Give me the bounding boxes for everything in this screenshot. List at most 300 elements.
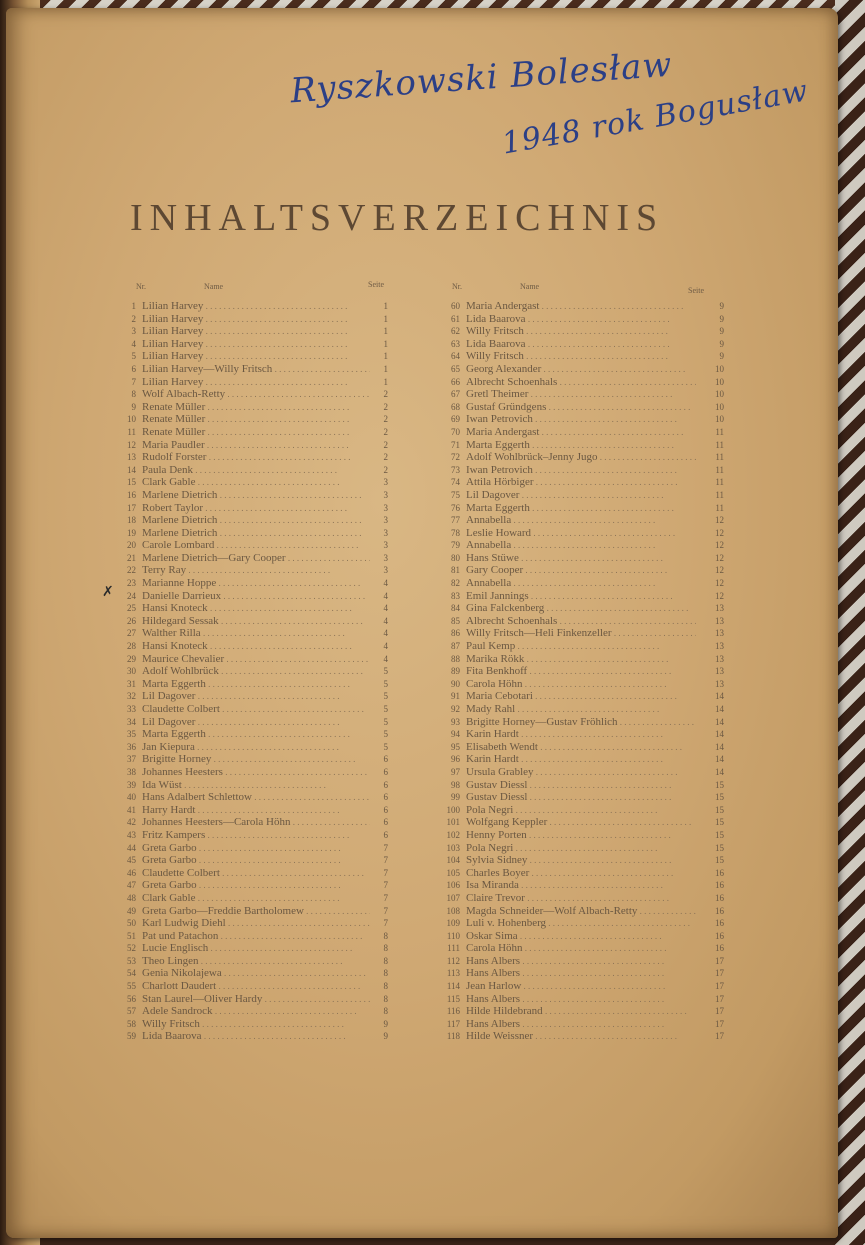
entry-number: 25 xyxy=(127,603,136,614)
entry-page: 9 xyxy=(383,1018,388,1029)
entry-number: 82 xyxy=(451,578,460,589)
index-entry xyxy=(120,552,388,565)
entry-page: 4 xyxy=(383,628,388,639)
entry-name: Claire Trevor . . . xyxy=(466,892,696,905)
entry-page: 2 xyxy=(383,452,388,463)
entry-number: 84 xyxy=(451,603,460,614)
index-entry xyxy=(444,640,724,653)
index-entry xyxy=(120,627,388,640)
entry-number: 94 xyxy=(451,729,460,740)
entry-number: 88 xyxy=(451,653,460,664)
entry-page: 10 xyxy=(715,401,724,412)
entry-page: 5 xyxy=(383,666,388,677)
entry-number: 22 xyxy=(127,565,136,576)
index-entry xyxy=(444,967,724,980)
index-entry xyxy=(120,451,388,464)
index-entry xyxy=(120,439,388,452)
entry-name: Robert Taylor . . . xyxy=(142,502,370,515)
entry-number: 54 xyxy=(127,968,136,979)
entry-number: 102 xyxy=(446,829,460,840)
entry-number: 19 xyxy=(127,527,136,538)
index-entry xyxy=(120,867,388,880)
entry-page: 15 xyxy=(715,855,724,866)
entry-page: 9 xyxy=(383,1031,388,1042)
entry-name: Adolf Wohlbrück–Jenny Jugo . . . xyxy=(466,451,696,464)
entry-page: 2 xyxy=(383,401,388,412)
entry-number: 81 xyxy=(451,565,460,576)
index-entry xyxy=(120,678,388,691)
entry-page: 14 xyxy=(715,729,724,740)
entry-name: Jan Kiepura . . . xyxy=(142,741,370,754)
entry-number: 32 xyxy=(127,691,136,702)
entry-page: 11 xyxy=(715,477,724,488)
entry-number: 1 xyxy=(131,301,136,311)
index-entry xyxy=(444,400,724,414)
index-entry xyxy=(444,652,724,666)
index-entry xyxy=(444,816,724,829)
entry-name: Charlott Daudert . . . xyxy=(142,980,370,993)
index-entry xyxy=(120,426,388,439)
index-entry xyxy=(120,602,388,615)
entry-page: 9 xyxy=(719,326,724,337)
entry-page: 4 xyxy=(383,578,388,589)
entry-page: 4 xyxy=(383,590,388,601)
index-entry xyxy=(444,451,724,464)
entry-number: 8 xyxy=(131,389,136,400)
entry-name: Marianne Hoppe . . . xyxy=(142,577,370,590)
entry-name: Lida Baarova . . . xyxy=(142,1030,370,1043)
entry-number: 23 xyxy=(127,578,136,589)
entry-name: Danielle Darrieux . . . xyxy=(142,590,370,603)
index-entry xyxy=(444,980,724,993)
entry-number: 2 xyxy=(131,313,136,324)
page-title: INHALTSVERZEICHNIS xyxy=(130,197,665,239)
entry-page: 12 xyxy=(715,527,724,538)
entry-page: 13 xyxy=(715,678,724,689)
entry-name: Lilian Harvey . . . xyxy=(142,376,370,389)
entry-number: 64 xyxy=(451,351,460,362)
entry-name: Elisabeth Wendt . . . xyxy=(466,741,696,754)
index-entry xyxy=(120,892,388,905)
index-entry xyxy=(444,866,724,880)
entry-name: Hildegard Sessak . . . xyxy=(142,615,370,628)
index-entry xyxy=(120,753,388,766)
index-entry xyxy=(120,1018,388,1031)
entry-name: Claudette Colbert . . . xyxy=(142,703,370,716)
entry-page: 15 xyxy=(715,779,724,790)
entry-name: Claudette Colbert . . . xyxy=(142,867,370,880)
entry-page: 6 xyxy=(383,754,388,765)
index-entry xyxy=(444,514,724,527)
index-entry xyxy=(444,589,724,603)
index-entry xyxy=(120,476,388,489)
index-entry xyxy=(120,590,388,603)
index-entry xyxy=(444,904,724,918)
index-entry xyxy=(444,438,724,452)
entry-name: Brigitte Horney—Gustav Fröhlich . . . xyxy=(466,716,696,729)
entry-number: 52 xyxy=(127,943,136,954)
entry-page: 1 xyxy=(383,351,388,362)
index-entry xyxy=(444,690,724,703)
entry-number: 115 xyxy=(446,993,460,1004)
entry-page: 17 xyxy=(715,981,724,992)
index-entry xyxy=(120,653,388,666)
entry-name: Gustaf Gründgens . . . xyxy=(466,401,696,414)
index-entry xyxy=(444,463,724,477)
entry-number: 69 xyxy=(451,414,460,425)
entry-number: 20 xyxy=(127,540,136,551)
entry-number: 40 xyxy=(127,792,136,803)
entry-page: 17 xyxy=(715,993,724,1004)
entry-number: 107 xyxy=(446,892,460,903)
entry-page: 12 xyxy=(715,578,724,589)
entry-name: Jean Harlow . . . xyxy=(466,980,696,993)
entry-name: Maria Andergast . . . xyxy=(466,300,696,313)
index-entry xyxy=(120,879,388,892)
entry-name: Charles Boyer . . . xyxy=(466,867,696,880)
entry-name: Luli v. Hohenberg . . . xyxy=(466,917,696,930)
column-header-nr-right: Nr. xyxy=(452,282,462,291)
entry-number: 61 xyxy=(451,313,460,324)
entry-name: Hilde Hildebrand . . . xyxy=(466,1005,696,1018)
entry-name: Marlene Dietrich—Gary Cooper . . . xyxy=(142,552,370,565)
entry-page: 7 xyxy=(383,905,388,916)
entry-number: 67 xyxy=(451,389,460,400)
entry-number: 68 xyxy=(451,401,460,412)
entry-name: Hansi Knoteck . . . xyxy=(142,602,370,615)
entry-name: Albrecht Schoenhals . . . xyxy=(466,376,696,389)
index-entry xyxy=(444,677,724,691)
entry-page: 7 xyxy=(383,867,388,878)
entry-page: 16 xyxy=(715,918,724,929)
index-entry xyxy=(120,338,388,351)
entry-page: 13 xyxy=(715,666,724,677)
entry-number: 48 xyxy=(127,892,136,903)
entry-page: 4 xyxy=(383,641,388,652)
entry-number: 35 xyxy=(127,729,136,740)
index-entry xyxy=(120,716,388,729)
entry-name: Paul Kemp . . . xyxy=(466,640,696,653)
index-entry xyxy=(120,325,388,338)
index-entry xyxy=(120,376,388,389)
entry-page: 3 xyxy=(383,552,388,563)
entry-number: 13 xyxy=(127,452,136,463)
index-entry xyxy=(444,312,724,326)
entry-number: 86 xyxy=(451,628,460,639)
entry-page: 11 xyxy=(715,452,724,463)
entry-name: Iwan Petrovich . . . xyxy=(466,413,696,426)
entry-number: 72 xyxy=(451,452,460,463)
entry-number: 18 xyxy=(127,515,136,526)
index-entry xyxy=(120,779,388,792)
entry-page: 17 xyxy=(715,968,724,979)
entry-name: Annabella . . . xyxy=(466,514,696,527)
entry-number: 104 xyxy=(446,855,460,866)
entry-page: 4 xyxy=(383,615,388,626)
index-entry xyxy=(444,740,724,754)
index-entry xyxy=(120,955,388,968)
entry-name: Henny Porten . . . xyxy=(466,829,696,842)
entry-number: 57 xyxy=(127,1006,136,1017)
index-entry xyxy=(120,564,388,577)
entry-name: Terry Ray . . . xyxy=(142,564,370,577)
entry-page: 7 xyxy=(383,880,388,891)
entry-page: 5 xyxy=(383,704,388,714)
entry-name: Lilian Harvey . . . xyxy=(142,350,370,363)
entry-number: 11 xyxy=(127,426,136,437)
entry-name: Johannes Heesters . . . xyxy=(142,766,370,779)
entry-name: Marlene Dietrich . . . xyxy=(142,514,370,527)
index-entry xyxy=(120,829,388,842)
index-entry xyxy=(120,300,388,313)
index-entry xyxy=(120,615,388,628)
entry-name: Lilian Harvey . . . xyxy=(142,313,370,326)
entry-number: 34 xyxy=(127,716,136,727)
entry-number: 24 xyxy=(127,590,136,601)
entry-page: 3 xyxy=(383,527,388,538)
entry-number: 49 xyxy=(127,905,136,916)
entry-page: 7 xyxy=(383,855,388,866)
index-entry xyxy=(444,791,724,804)
column-header-name-left: Name xyxy=(204,282,224,291)
entry-page: 9 xyxy=(719,301,724,311)
index-entry xyxy=(444,841,724,855)
entry-name: Johannes Heesters—Carola Höhn . . . xyxy=(142,816,370,829)
entry-number: 100 xyxy=(446,804,460,815)
entry-number: 21 xyxy=(127,552,136,563)
entry-name: Attila Hörbiger . . . xyxy=(466,476,696,489)
entry-name: Fritz Kampers . . . xyxy=(142,829,370,842)
entry-name: Oskar Sima . . . xyxy=(466,930,696,943)
entry-name: Wolfgang Keppler . . . xyxy=(466,816,696,829)
index-entry xyxy=(120,489,388,502)
index-entry xyxy=(120,942,388,955)
entry-name: Renate Müller . . . xyxy=(142,413,370,426)
entry-name: Marlene Dietrich . . . xyxy=(142,489,370,502)
entry-number: 29 xyxy=(127,653,136,664)
entry-name: Willy Fritsch—Heli Finkenzeller . . . xyxy=(466,627,696,640)
entry-number: 53 xyxy=(127,955,136,966)
entry-page: 8 xyxy=(383,955,388,966)
entry-page: 17 xyxy=(715,1031,724,1042)
index-entry xyxy=(120,766,388,779)
entry-number: 70 xyxy=(451,426,460,437)
entry-page: 10 xyxy=(715,414,724,425)
entry-name: Clark Gable . . . xyxy=(142,476,370,489)
entry-number: 103 xyxy=(446,842,460,853)
entry-number: 27 xyxy=(127,628,136,639)
entry-name: Magda Schneider—Wolf Albach-Retty . . . xyxy=(466,905,696,918)
entry-page: 14 xyxy=(715,741,724,752)
entry-name: Rudolf Forster . . . xyxy=(142,451,370,464)
index-entry xyxy=(444,501,724,515)
index-entry xyxy=(444,476,724,489)
entry-number: 80 xyxy=(451,552,460,563)
index-entry xyxy=(444,665,724,678)
entry-name: Greta Garbo—Freddie Bartholomew . . . xyxy=(142,905,370,918)
entry-number: 117 xyxy=(446,1018,460,1029)
entry-name: Lil Dagover . . . xyxy=(142,690,370,703)
entry-page: 2 xyxy=(383,426,388,437)
entry-page: 13 xyxy=(715,603,724,614)
entry-name: Ida Wüst . . . xyxy=(142,779,370,792)
index-entry xyxy=(120,413,388,426)
entry-page: 8 xyxy=(383,1006,388,1017)
index-entry xyxy=(120,464,388,477)
index-entry xyxy=(444,375,724,389)
index-entry xyxy=(444,337,724,351)
entry-name: Carole Lombard . . . xyxy=(142,539,370,552)
entry-name: Brigitte Horney . . . xyxy=(142,753,370,766)
entry-name: Karin Hardt . . . xyxy=(466,753,696,766)
entry-page: 2 xyxy=(383,414,388,425)
entry-page: 14 xyxy=(715,754,724,765)
entry-name: Emil Jannings . . . xyxy=(466,590,696,603)
entry-page: 9 xyxy=(719,338,724,349)
entry-number: 47 xyxy=(127,880,136,891)
index-entry xyxy=(120,905,388,918)
index-entry xyxy=(120,741,388,754)
index-entry xyxy=(120,577,388,590)
entry-number: 118 xyxy=(446,1031,460,1042)
index-entry xyxy=(120,980,388,993)
index-entry xyxy=(120,363,388,376)
entry-name: Gretl Theimer . . . xyxy=(466,388,696,401)
index-entry xyxy=(444,854,724,867)
entry-page: 9 xyxy=(719,351,724,362)
index-entry xyxy=(444,350,724,363)
entry-name: Lida Baarova . . . xyxy=(466,338,696,351)
entry-page: 12 xyxy=(715,565,724,576)
entry-name: Theo Lingen . . . xyxy=(142,955,370,968)
index-entry xyxy=(444,954,724,968)
entry-name: Pola Negri . . . xyxy=(466,804,696,817)
entry-name: Willy Fritsch . . . xyxy=(466,325,696,338)
index-entry xyxy=(444,879,724,892)
entry-page: 17 xyxy=(715,955,724,966)
entry-number: 106 xyxy=(446,880,460,891)
index-entry xyxy=(120,640,388,653)
entry-number: 51 xyxy=(127,930,136,941)
entry-page: 1 xyxy=(383,313,388,324)
column-header-name-right: Name xyxy=(520,282,540,291)
entry-name: Fita Benkhoff . . . xyxy=(466,665,696,678)
entry-number: 73 xyxy=(451,464,460,475)
entry-number: 108 xyxy=(446,905,460,916)
index-entry xyxy=(444,577,724,590)
index-entry xyxy=(120,804,388,817)
entry-page: 14 xyxy=(715,716,724,727)
column-header-seite-right: Seite xyxy=(688,286,704,295)
index-entry xyxy=(444,715,724,729)
entry-name: Gustav Diessl . . . xyxy=(466,779,696,792)
entry-name: Carola Höhn . . . xyxy=(466,678,696,691)
entry-name: Lil Dagover . . . xyxy=(142,716,370,729)
entry-name: Willy Fritsch . . . xyxy=(142,1018,370,1031)
index-entry xyxy=(444,917,724,930)
entry-name: Iwan Petrovich . . . xyxy=(466,464,696,477)
entry-number: 116 xyxy=(446,1006,460,1017)
entry-page: 15 xyxy=(715,792,724,803)
index-entry xyxy=(444,425,724,439)
index-entry xyxy=(120,350,388,363)
entry-number: 89 xyxy=(451,666,460,677)
entry-name: Renate Müller . . . xyxy=(142,426,370,439)
entry-page: 14 xyxy=(715,704,724,714)
entry-number: 85 xyxy=(451,615,460,626)
entry-number: 56 xyxy=(127,993,136,1004)
entry-number: 37 xyxy=(127,754,136,765)
index-entry xyxy=(120,842,388,855)
index-entry xyxy=(444,828,724,842)
index-entry xyxy=(120,703,388,716)
index-column-right xyxy=(444,300,724,1043)
index-entry xyxy=(444,942,724,955)
index-entry xyxy=(444,1005,724,1018)
entry-name: Greta Garbo . . . xyxy=(142,842,370,855)
entry-name: Adolf Wohlbrück . . . xyxy=(142,665,370,678)
index-entry xyxy=(120,854,388,867)
entry-number: 17 xyxy=(127,502,136,513)
index-entry xyxy=(120,527,388,540)
entry-page: 7 xyxy=(383,892,388,903)
entry-number: 28 xyxy=(127,641,136,652)
entry-page: 15 xyxy=(715,842,724,853)
entry-number: 91 xyxy=(451,691,460,702)
entry-name: Marta Eggerth . . . xyxy=(142,728,370,741)
entry-number: 31 xyxy=(127,678,136,689)
entry-page: 3 xyxy=(383,502,388,513)
entry-name: Hans Albers . . . xyxy=(466,1018,696,1031)
entry-number: 78 xyxy=(451,527,460,538)
entry-page: 4 xyxy=(383,653,388,664)
entry-number: 63 xyxy=(451,338,460,349)
index-entry xyxy=(444,778,724,792)
background-edge xyxy=(835,0,865,1245)
index-entry xyxy=(444,413,724,426)
entry-name: Hans Stüwe . . . xyxy=(466,552,696,565)
entry-page: 9 xyxy=(719,313,724,324)
index-entry xyxy=(444,488,724,502)
index-entry xyxy=(120,1030,388,1043)
entry-name: Sylvia Sidney . . . xyxy=(466,854,696,867)
entry-page: 3 xyxy=(383,477,388,488)
entry-page: 11 xyxy=(715,502,724,513)
entry-number: 74 xyxy=(451,477,460,488)
entry-number: 71 xyxy=(451,439,460,450)
index-entry xyxy=(120,993,388,1006)
entry-number: 46 xyxy=(127,867,136,878)
index-entry xyxy=(120,401,388,414)
entry-name: Genia Nikolajewa . . . xyxy=(142,967,370,980)
entry-page: 16 xyxy=(715,930,724,941)
entry-name: Mady Rahl . . . xyxy=(466,703,696,716)
index-entry xyxy=(120,816,388,829)
entry-name: Wolf Albach-Retty . . . xyxy=(142,388,370,401)
entry-number: 4 xyxy=(131,338,136,349)
entry-number: 79 xyxy=(451,540,460,551)
entry-page: 16 xyxy=(715,905,724,916)
entry-number: 93 xyxy=(451,716,460,727)
entry-page: 6 xyxy=(383,829,388,840)
index-entry xyxy=(444,614,724,628)
entry-name: Karl Ludwig Diehl . . . xyxy=(142,917,370,930)
entry-page: 1 xyxy=(383,338,388,349)
entry-number: 92 xyxy=(451,704,460,714)
index-entry xyxy=(444,388,724,401)
entry-name: Greta Garbo . . . xyxy=(142,879,370,892)
entry-number: 36 xyxy=(127,741,136,752)
